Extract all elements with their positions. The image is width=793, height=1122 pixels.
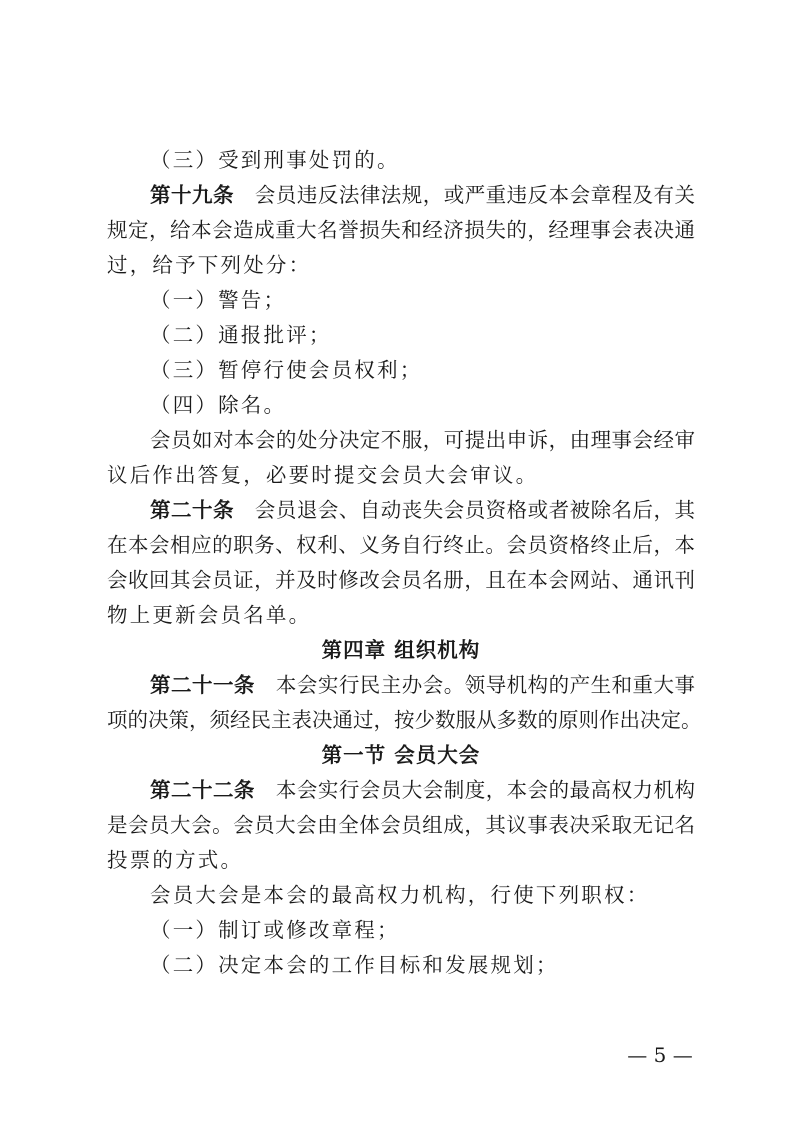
chapter-heading: 第四章 组织机构: [321, 638, 481, 662]
list-item: （二）决定本会的工作目标和发展规划；: [150, 953, 559, 977]
article-number: 第十九条: [150, 183, 234, 207]
article-19-line: [150, 177, 695, 213]
paragraph-line: 议后作出答复，必要时提交会员大会审议。: [107, 463, 539, 487]
list-item: （二）通报批评；: [150, 323, 332, 347]
article-22-line: [150, 772, 695, 808]
page-number: — 5 —: [627, 1043, 693, 1067]
paragraph-line: 会收回其会员证，并及时修改会员名册，且在本会网站、通讯刊: [107, 568, 695, 592]
list-item: （四）除名。: [150, 393, 287, 417]
paragraph-text: 会员违反法律法规，或严重违反本会章程及有关: [254, 183, 696, 207]
paragraph-text: 本会实行会员大会制度，本会的最高权力机构: [275, 778, 696, 802]
section-heading: 第一节 会员大会: [321, 743, 481, 767]
paragraph-line: 在本会相应的职务、权利、义务自行终止。会员资格终止后，本: [107, 533, 695, 557]
paragraph-line: 规定，给本会造成重大名誉损失和经济损失的，经理事会表决通: [107, 218, 695, 242]
list-item: （一）制订或修改章程；: [150, 918, 400, 942]
list-item: （一）警告；: [150, 288, 287, 312]
paragraph-line: 是会员大会。会员大会由全体会员组成，其议事表决采取无记名: [107, 813, 695, 837]
paragraph-text: 本会实行民主办会。领导机构的产生和重大事: [275, 673, 696, 697]
article-21-line: [150, 667, 695, 703]
paragraph-line: 物上更新会员名单。: [107, 603, 312, 627]
article-number: 第二十二条: [150, 778, 255, 802]
article-20-line: [150, 492, 695, 528]
list-item: （三）暂停行使会员权利；: [150, 358, 423, 382]
paragraph-line: 会员大会是本会的最高权力机构，行使下列职权：: [150, 883, 650, 907]
paragraph-line: 投票的方式。: [107, 848, 244, 872]
paragraph-line: 过，给予下列处分：: [107, 253, 312, 277]
paragraph-line: 项的决策，须经民主表决通过，按少数服从多数的原则作出决定。: [107, 708, 702, 732]
paragraph-line: （三）受到刑事处罚的。: [150, 148, 400, 172]
paragraph-line: 会员如对本会的处分决定不服，可提出申诉，由理事会经审: [150, 428, 695, 452]
paragraph-text: 会员退会、自动丧失会员资格或者被除名后，其: [254, 498, 696, 522]
article-number: 第二十条: [150, 498, 234, 522]
article-number: 第二十一条: [150, 673, 255, 697]
